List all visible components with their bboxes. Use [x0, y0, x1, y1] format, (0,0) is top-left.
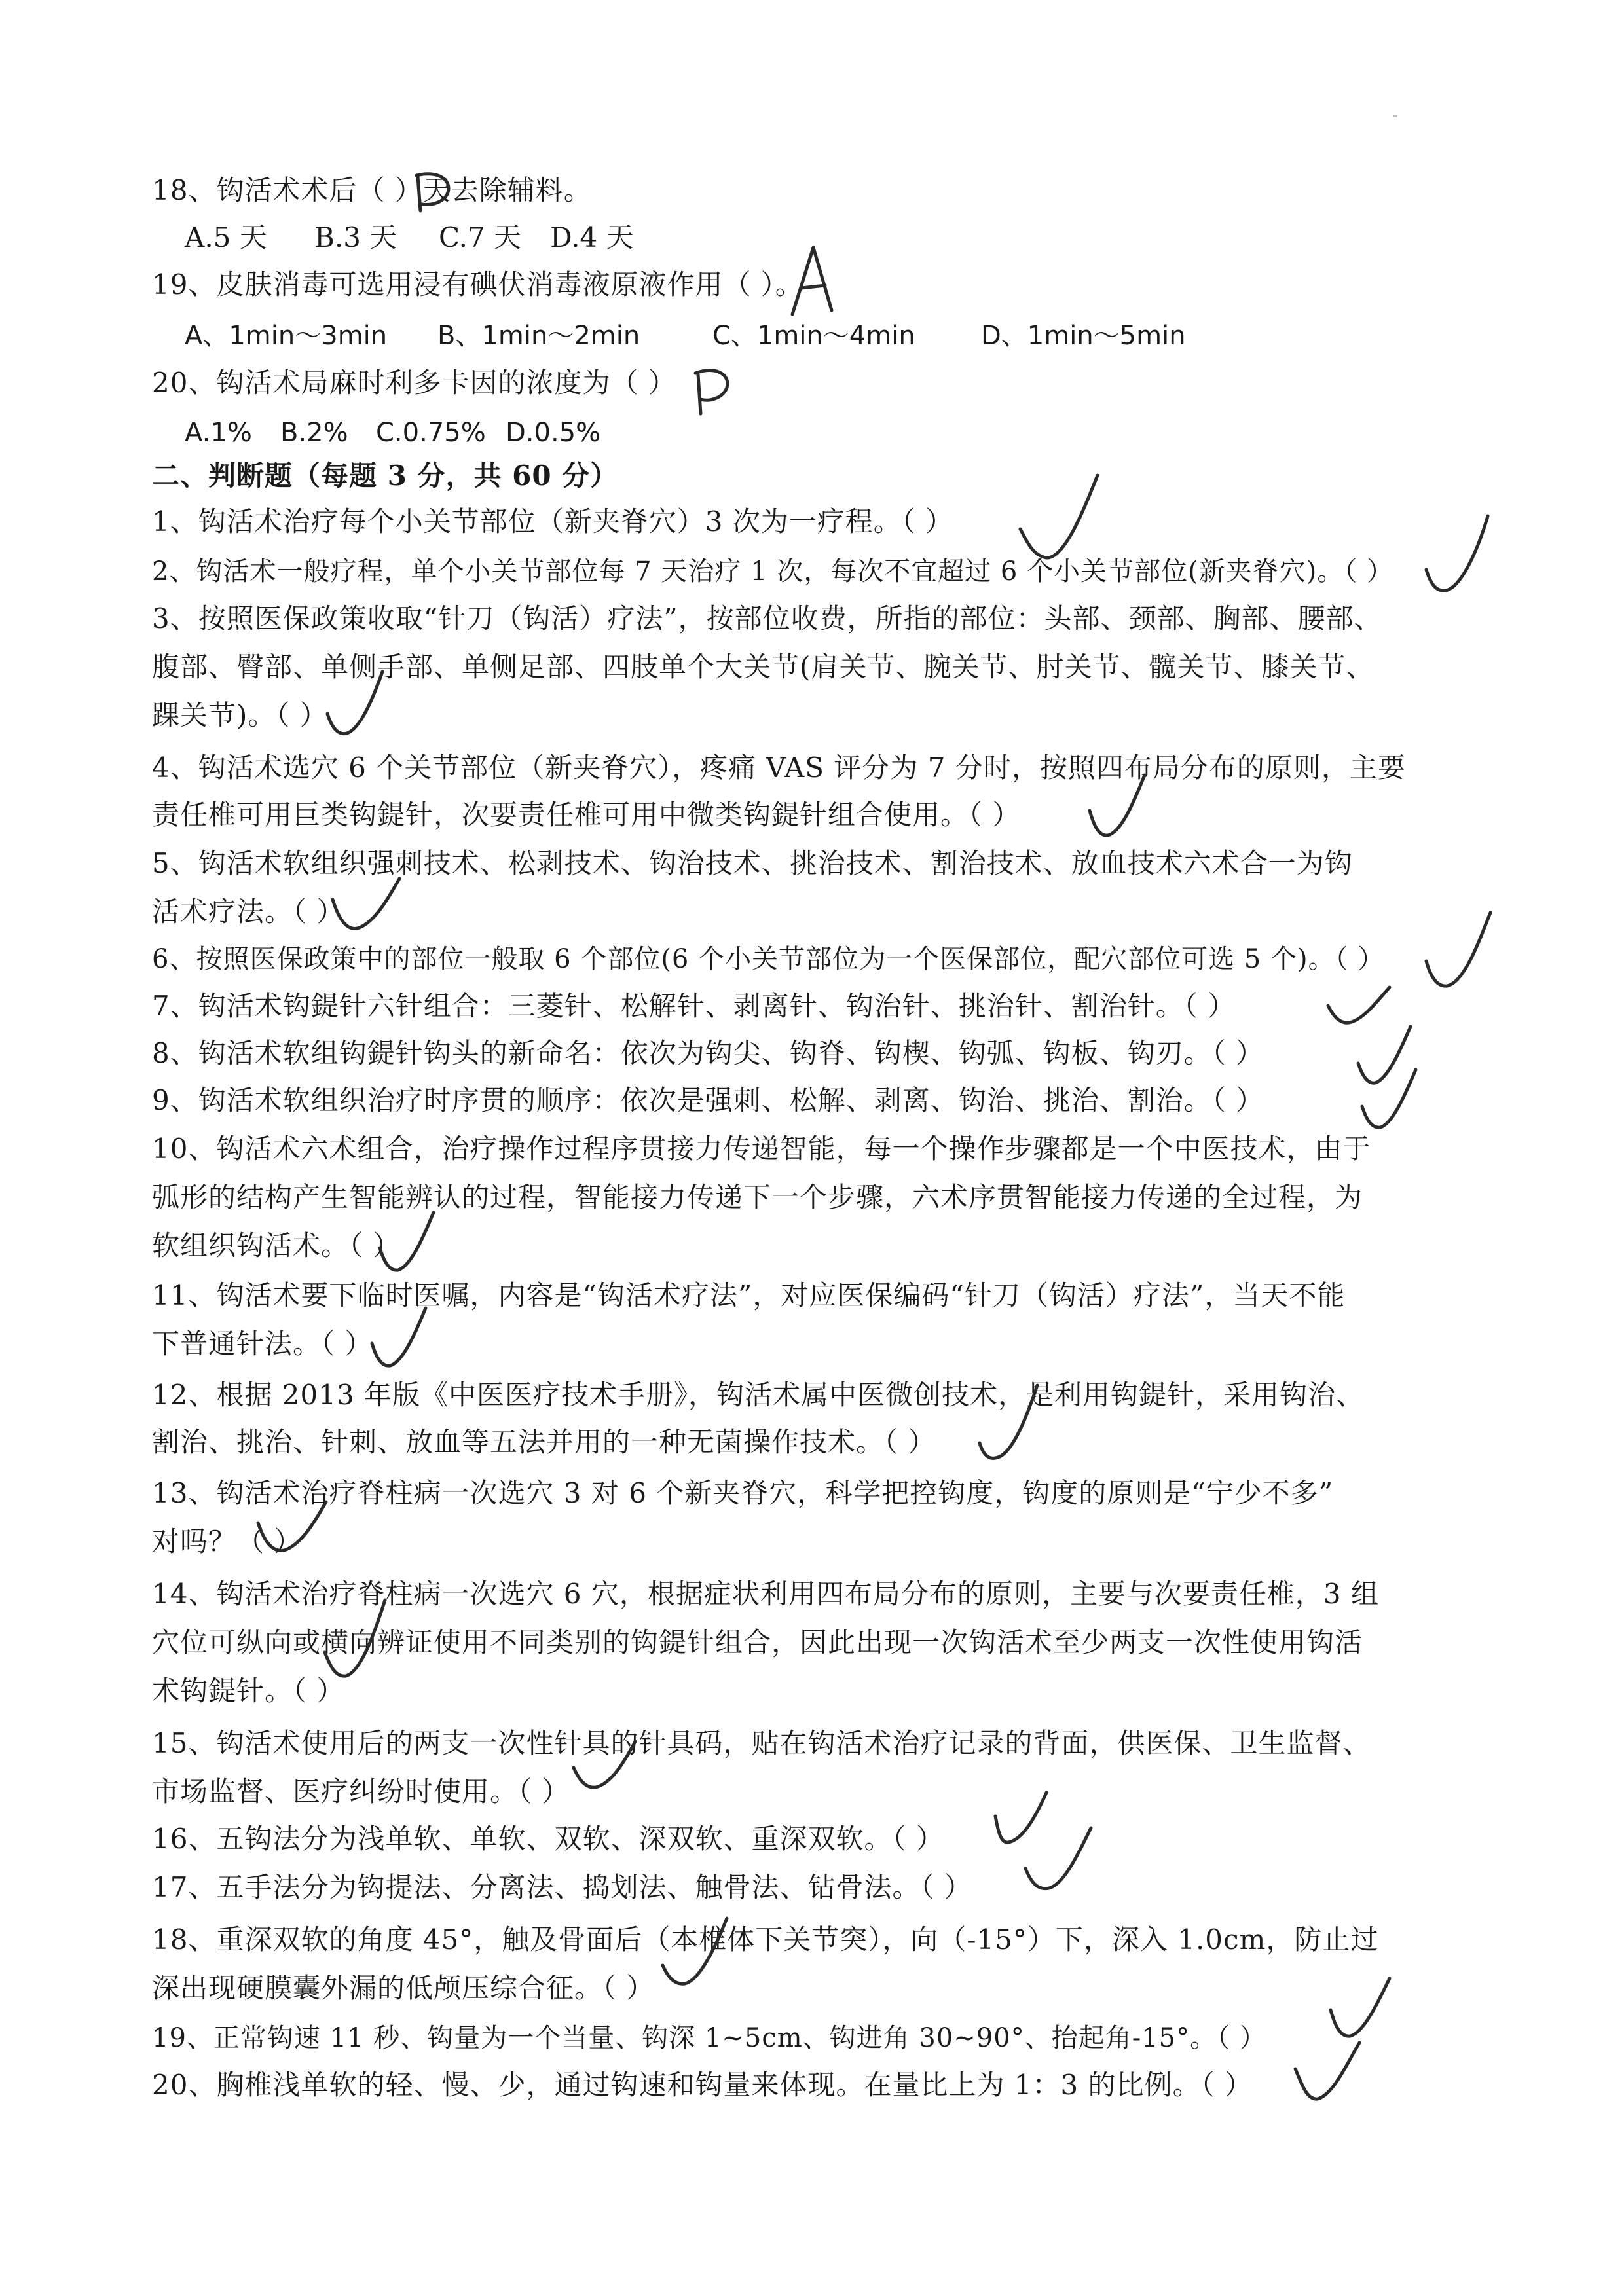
- judgement-line: 软组织钩活术。（ ）: [152, 1230, 401, 1262]
- judgement-line: 1、钩活术治疗每个小关节部位（新夹脊穴）3 次为一疗程。（ ）: [152, 505, 954, 538]
- check-mark-icon: [1354, 1065, 1426, 1137]
- choice-question-18-stem: 18、钩活术术后（ ）天去除辅料。: [152, 174, 592, 206]
- check-mark-icon: [250, 1494, 335, 1566]
- judgement-line: 弧形的结构产生智能辨认的过程，智能接力传递下一个步骤，六术序贯智能接力传递的全过程，为: [152, 1181, 1363, 1213]
- check-mark-icon: [317, 1596, 396, 1688]
- choice-question-20-stem: 20、钩活术局麻时利多卡因的浓度为（ ）: [152, 367, 676, 399]
- judgement-line: 下普通针法。（ ）: [152, 1328, 373, 1360]
- choice-20-option-d: D.0.5%: [506, 418, 601, 448]
- check-mark-icon: [323, 871, 409, 943]
- judgement-line: 7、钩活术钩鍉针六针组合：三菱针、松解针、剥离针、钩治针、挑治针、割治针。（ ）: [152, 990, 1236, 1022]
- check-mark-icon: [320, 668, 398, 746]
- judgement-line: 3、按照医保政策收取“针刀（钩活）疗法”，按部位收费，所指的部位：头部、颈部、胸部、腰部、: [152, 602, 1382, 634]
- judgement-line: 深出现硬膜囊外漏的低颅压综合征。（ ）: [152, 1972, 655, 2004]
- check-mark-icon: [566, 1728, 644, 1800]
- choice-20-option-a: A.1%: [185, 418, 252, 448]
- judgement-line: 20、胸椎浅单软的轻、慢、少，通过钩速和钩量来体现。在量比上为 1：3 的比例。（ ）: [152, 2069, 1253, 2101]
- judgement-line: 责任椎可用巨类钩鍉针，次要责任椎可用中微类钩鍉针组合使用。（ ）: [152, 799, 1021, 831]
- judgement-line: 4、钩活术选穴 6 个关节部位（新夹脊穴），疼痛 VAS 评分为 7 分时，按照四布局分布的原则，主要: [152, 752, 1406, 784]
- choice-19-option-d: D、1min～5min: [981, 321, 1186, 351]
- judgement-line: 11、钩活术要下临时医嘱，内容是“钩活术疗法”，对应医保编码“针刀（钩活）疗法”，当天不能: [152, 1279, 1346, 1311]
- check-mark-icon: [968, 1380, 1053, 1465]
- judgement-line: 6、按照医保政策中的部位一般取 6 个部位(6 个小关节部位为一个医保部位，配穴部位可选 5 个)。（ ）: [152, 944, 1385, 974]
- judgement-line: 2、钩活术一般疗程，单个小关节部位每 7 天治疗 1 次，每次不宜超过 6 个小关节部位(新夹脊穴)。（ ）: [152, 556, 1394, 587]
- choice-question-19-stem: 19、皮肤消毒可选用浸有碘伏消毒液原液作用（ ）。: [152, 268, 803, 301]
- choice-20-option-c: C.0.75%: [376, 418, 486, 448]
- judgement-line: 腹部、臀部、单侧手部、单侧足部、四肢单个大关节(肩关节、腕关节、肘关节、髋关节、膝关节、: [152, 651, 1375, 683]
- judgement-line: 9、钩活术软组织治疗时序贯的顺序：依次是强刺、松解、剥离、钩治、挑治、割治。（ ）: [152, 1084, 1264, 1116]
- judgement-line: 13、钩活术治疗脊柱病一次选穴 3 对 6 个新夹脊穴，科学把控钩度，钩度的原则是“宁少不多”: [152, 1477, 1334, 1509]
- judgement-line: 踝关节)。（ ）: [152, 699, 328, 731]
- check-mark-icon: [655, 1912, 740, 1997]
- judgement-line: 穴位可纵向或横向辨证使用不同类别的钩鍉针组合，因此出现一次钩活术至少两支一次性使用钩活: [152, 1626, 1363, 1658]
- judgement-line: 18、重深双软的角度 45°，触及骨面后（本椎体下关节突），向（-15°）下，深入 1.0cm，防止过: [152, 1923, 1379, 1956]
- choice-19-option-a: A、1min～3min: [185, 321, 388, 351]
- handwritten-answer-d-icon: [689, 359, 735, 418]
- check-mark-icon: [1012, 469, 1111, 574]
- choice-18-option-b: B.3 天: [314, 221, 397, 253]
- judgement-line: 10、钩活术六术组合，治疗操作过程序贯接力传递智能，每一个操作步骤都是一个中医技术，由于: [152, 1133, 1371, 1165]
- check-mark-icon: [364, 1304, 436, 1376]
- judgement-line: 市场监督、医疗纠纷时使用。（ ）: [152, 1776, 570, 1808]
- judgement-line: 5、钩活术软组织强刺技术、松剥技术、钩治技术、挑治技术、割治技术、放血技术六术合一为钩: [152, 847, 1353, 879]
- handwritten-answer-d-icon: [411, 165, 457, 217]
- judgement-line: 17、五手法分为钩提法、分离法、捣划法、触骨法、钻骨法。（ ）: [152, 1871, 972, 1903]
- check-mark-icon: [1420, 909, 1498, 1000]
- check-mark-icon: [1082, 771, 1160, 850]
- choice-19-option-b: B、1min～2min: [437, 321, 640, 351]
- judgement-line: 12、根据 2013 年版《中医医疗技术手册》，钩活术属中医微创技术，是利用钩鍉针，采用钩治、: [152, 1379, 1365, 1411]
- judgement-line: 对吗？（ ）: [152, 1525, 303, 1558]
- judgement-line: 16、五钩法分为浅单软、单软、双软、深双软、重深双软。（ ）: [152, 1823, 944, 1855]
- judgement-line: 活术疗法。（ ）: [152, 896, 345, 928]
- check-mark-icon: [1287, 2036, 1373, 2115]
- scan-speck: [1393, 115, 1397, 117]
- check-mark-icon: [1420, 511, 1498, 602]
- handwritten-answer-a-icon: [786, 242, 845, 321]
- section-title: 二、判断题（每题 3 分，共 60 分）: [152, 460, 619, 492]
- check-mark-icon: [1018, 1823, 1103, 1901]
- judgement-line: 术钩鍉针。（ ）: [152, 1675, 345, 1707]
- choice-19-option-c: C、1min～4min: [712, 321, 915, 351]
- choice-18-option-d: D.4 天: [550, 221, 634, 253]
- judgement-line: 8、钩活术软组钩鍉针钩头的新命名：依次为钩尖、钩脊、钩楔、钩弧、钩板、钩刃。（ ）: [152, 1037, 1264, 1069]
- choice-20-option-b: B.2%: [280, 418, 348, 448]
- judgement-line: 割治、挑治、针刺、放血等五法并用的一种无菌操作技术。（ ）: [152, 1426, 936, 1458]
- check-mark-icon: [372, 1209, 444, 1281]
- judgement-line: 14、钩活术治疗脊柱病一次选穴 6 穴，根据症状利用四布局分布的原则，主要与次要责任椎，3 组: [152, 1578, 1379, 1610]
- judgement-line: 15、钩活术使用后的两支一次性针具的针具码，贴在钩活术治疗记录的背面，供医保、卫生监督、: [152, 1727, 1371, 1759]
- judgement-line: 19、正常钩速 11 秒、钩量为一个当量、钩深 1~5cm、钩进角 30~90°、抬起角-15°。（ ）: [152, 2023, 1266, 2053]
- choice-18-option-c: C.7 天: [439, 221, 522, 253]
- choice-18-option-a: A.5 天: [185, 221, 267, 253]
